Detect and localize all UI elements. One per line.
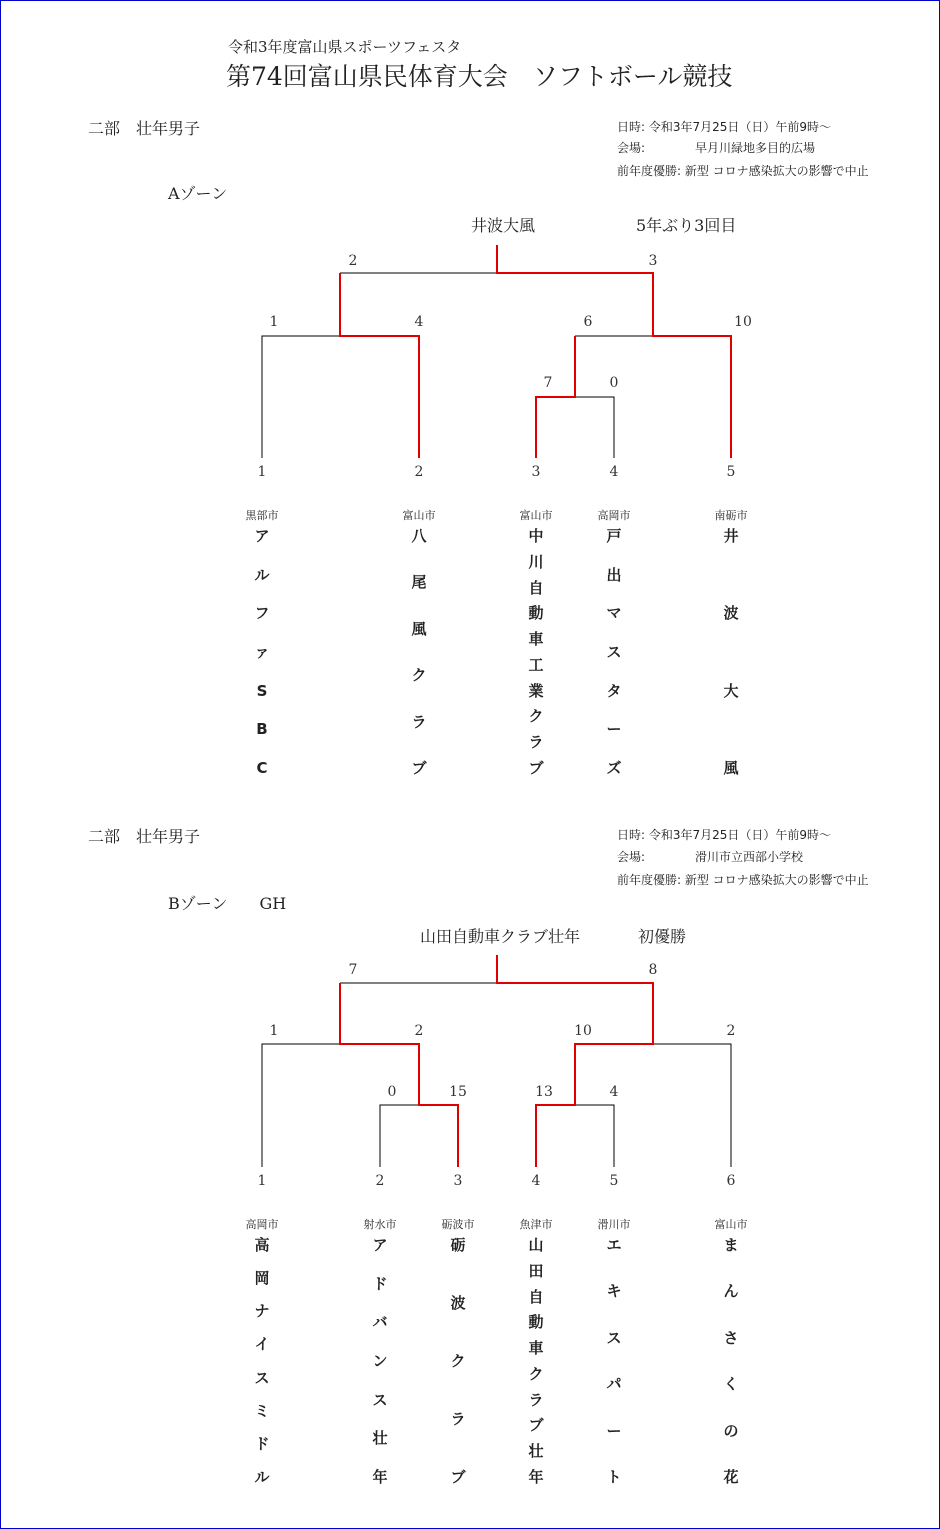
team-name-char: ク <box>528 707 544 726</box>
team-name-char: ド <box>372 1274 388 1293</box>
section-label-a: 二部 壮年男子 <box>88 119 201 138</box>
team-name-char: 年 <box>528 1467 544 1486</box>
team-name-char: 業 <box>528 681 544 700</box>
team-name-char: ラ <box>528 733 544 752</box>
score-final-left: 7 <box>348 962 358 978</box>
team-name-char: ァ <box>254 642 270 661</box>
team-name-char: ド <box>254 1434 270 1453</box>
team-name-char: 尾 <box>411 573 427 592</box>
slot-number: 2 <box>375 1173 385 1189</box>
team-name-char: 工 <box>528 655 544 674</box>
zone-label-a: Aゾーン <box>168 184 228 203</box>
date-b: 日時: 令和3年7月25日（日）午前9時～ <box>617 828 832 842</box>
team-name-char: ラ <box>528 1390 544 1409</box>
team-city: 富山市 <box>714 1218 748 1231</box>
team-name-char: ス <box>606 1328 622 1347</box>
team-name-char: ブ <box>411 758 427 777</box>
prev-winner-b: 前年度優勝: 新型 コロナ感染拡大の影響で中止 <box>617 873 869 887</box>
team-name-char: 車 <box>528 1339 544 1358</box>
team-name-char: B <box>256 720 268 739</box>
score-sf-left-b: 4 <box>414 314 424 330</box>
team-name-char: 波 <box>450 1294 466 1312</box>
team-name-char: さ <box>723 1328 739 1347</box>
team-name-char: 車 <box>528 630 544 649</box>
team-name-char: ラ <box>450 1410 466 1428</box>
score-sf-right-a: 6 <box>583 314 593 330</box>
team-city: 射水市 <box>363 1218 397 1231</box>
team-city: 砺波市 <box>441 1218 475 1231</box>
score-qf-right-a: 13 <box>535 1084 553 1100</box>
event-subtitle: 令和3年度富山県スポーツフェスタ <box>228 38 462 56</box>
team-name-char: ま <box>723 1236 739 1254</box>
team-name-char: 八 <box>411 527 427 545</box>
team-name-char: 出 <box>606 565 622 584</box>
team-name-char: 岡 <box>254 1269 270 1288</box>
team-city: 滑川市 <box>597 1218 631 1231</box>
team-name-char: ナ <box>254 1302 270 1321</box>
slot-number: 5 <box>609 1173 619 1189</box>
team-name-char: フ <box>254 604 270 623</box>
bracket-line <box>262 1044 340 1167</box>
team-name-char: ス <box>606 642 622 661</box>
team-name-char: ー <box>606 1421 622 1440</box>
venue-b: 滑川市立西部小学校 <box>695 850 804 864</box>
team-name-char: 花 <box>723 1467 739 1486</box>
score-sf-right-b: 10 <box>734 314 752 330</box>
slot-number: 1 <box>257 464 267 480</box>
team-name-char: ブ <box>528 1416 544 1435</box>
team-name <box>716 1236 746 1486</box>
team-name <box>521 1236 551 1486</box>
team-name <box>599 1236 629 1486</box>
slot-number: 4 <box>609 464 619 480</box>
champion-b: 山田自動車クラブ壮年 <box>420 927 581 946</box>
team-name-char: 大 <box>723 681 739 700</box>
team-name-char: C <box>256 758 268 777</box>
team-name-char: ブ <box>528 758 544 777</box>
score-qf-a: 7 <box>543 375 553 391</box>
team-name-char: イ <box>254 1335 270 1354</box>
team-name-char: エ <box>606 1236 622 1254</box>
team-name-char: 戸 <box>606 527 622 545</box>
team-name-char: 壮 <box>528 1442 544 1461</box>
champion-note-b: 初優勝 <box>638 927 687 946</box>
team-name-char: ル <box>254 565 270 584</box>
team-name-char: 年 <box>372 1467 388 1486</box>
score-qf-left-b: 15 <box>449 1084 467 1100</box>
team-name-char: ん <box>723 1282 739 1301</box>
zone-label-b: Bゾーン GH <box>168 894 287 913</box>
prev-winner-a: 前年度優勝: 新型 コロナ感染拡大の影響で中止 <box>617 164 869 178</box>
team-name-char: ア <box>254 527 270 545</box>
score-final-right: 8 <box>648 962 658 978</box>
team-city: 高岡市 <box>597 509 631 522</box>
team-name <box>365 1236 395 1486</box>
score-sf-right-b: 2 <box>726 1023 736 1039</box>
team-name-char: タ <box>606 681 622 700</box>
team-name-char: ク <box>411 666 427 685</box>
team-name-char: ク <box>450 1352 466 1370</box>
team-city: 黒部市 <box>245 509 279 522</box>
score-sf-left-a: 1 <box>269 314 279 330</box>
score-final-left: 2 <box>348 253 358 269</box>
champion-note-a: 5年ぶり3回目 <box>636 216 737 235</box>
team-name-char: 山 <box>528 1236 544 1254</box>
team-name-char: の <box>723 1421 739 1440</box>
team-name-char: ブ <box>450 1468 466 1486</box>
team-name-char: 自 <box>528 578 544 597</box>
team-city: 魚津市 <box>519 1218 553 1231</box>
score-sf-left-b: 2 <box>414 1023 424 1039</box>
team-name-char: 動 <box>528 1313 544 1332</box>
team-name-char: ル <box>254 1467 270 1486</box>
slot-number: 2 <box>414 464 424 480</box>
team-name-char: 自 <box>528 1287 544 1306</box>
team-name-char: ス <box>372 1390 388 1409</box>
team-name-char: 川 <box>528 552 544 571</box>
team-name-char: 高 <box>254 1236 270 1254</box>
team-name-char: 砺 <box>450 1236 466 1254</box>
bracket-line <box>575 1105 614 1167</box>
team-city: 富山市 <box>402 509 436 522</box>
team-name-char: 波 <box>723 604 739 623</box>
champion-a: 井波大風 <box>471 216 536 235</box>
team-name-char: ミ <box>254 1401 270 1420</box>
team-name-char: パ <box>606 1375 622 1394</box>
slot-number: 3 <box>453 1173 463 1189</box>
bracket-line <box>653 1044 731 1167</box>
team-name-char: S <box>256 681 268 700</box>
team-name-char: ン <box>372 1351 388 1370</box>
team-name-char: ア <box>372 1236 388 1254</box>
team-name-char: バ <box>372 1313 388 1332</box>
team-name-char: ラ <box>411 712 427 731</box>
team-name-char: 壮 <box>372 1429 388 1448</box>
team-name-char: 風 <box>411 619 427 638</box>
date-a: 日時: 令和3年7月25日（日）午前9時～ <box>617 120 832 134</box>
team-name-char: 田 <box>528 1261 544 1280</box>
score-qf-b: 0 <box>609 375 619 391</box>
score-qf-left-a: 0 <box>387 1084 397 1100</box>
team-name-char: 動 <box>528 604 544 623</box>
team-name-char: く <box>723 1375 739 1394</box>
section-label-b: 二部 壮年男子 <box>88 827 201 846</box>
score-qf-right-b: 4 <box>609 1084 619 1100</box>
team-name-char: キ <box>606 1282 622 1301</box>
team-name-char: 井 <box>723 527 739 545</box>
venue-label-b: 会場: <box>617 850 646 864</box>
team-name-char: ト <box>606 1467 622 1486</box>
score-sf-left-a: 1 <box>269 1023 279 1039</box>
team-city: 高岡市 <box>245 1218 279 1231</box>
venue-a: 早月川緑地多目的広場 <box>695 141 816 155</box>
page-title: 第74回富山県民体育大会 ソフトボール競技 <box>226 62 733 91</box>
bracket-line <box>340 955 497 983</box>
slot-number: 3 <box>531 464 541 480</box>
team-name <box>443 1236 473 1486</box>
slot-number: 1 <box>257 1173 267 1189</box>
team-city: 富山市 <box>519 509 553 522</box>
slot-number: 4 <box>531 1173 541 1189</box>
score-final-right: 3 <box>648 253 658 269</box>
team-name-char: ク <box>528 1364 544 1383</box>
slot-number: 6 <box>726 1173 736 1189</box>
team-name-char: ー <box>606 720 622 739</box>
bracket-line <box>380 1105 419 1167</box>
team-city: 南砺市 <box>714 509 748 522</box>
team-name-char: ス <box>254 1368 270 1387</box>
team-name-char: 中 <box>528 527 544 545</box>
team-name-char: マ <box>606 604 622 623</box>
team-name <box>247 1236 277 1486</box>
score-sf-right-a: 10 <box>574 1023 592 1039</box>
team-name-char: 風 <box>723 758 739 777</box>
winner-path <box>497 955 653 1167</box>
team-name-char: ズ <box>606 758 622 777</box>
venue-label-a: 会場: <box>617 141 646 155</box>
slot-number: 5 <box>726 464 736 480</box>
winner-path <box>340 983 458 1167</box>
